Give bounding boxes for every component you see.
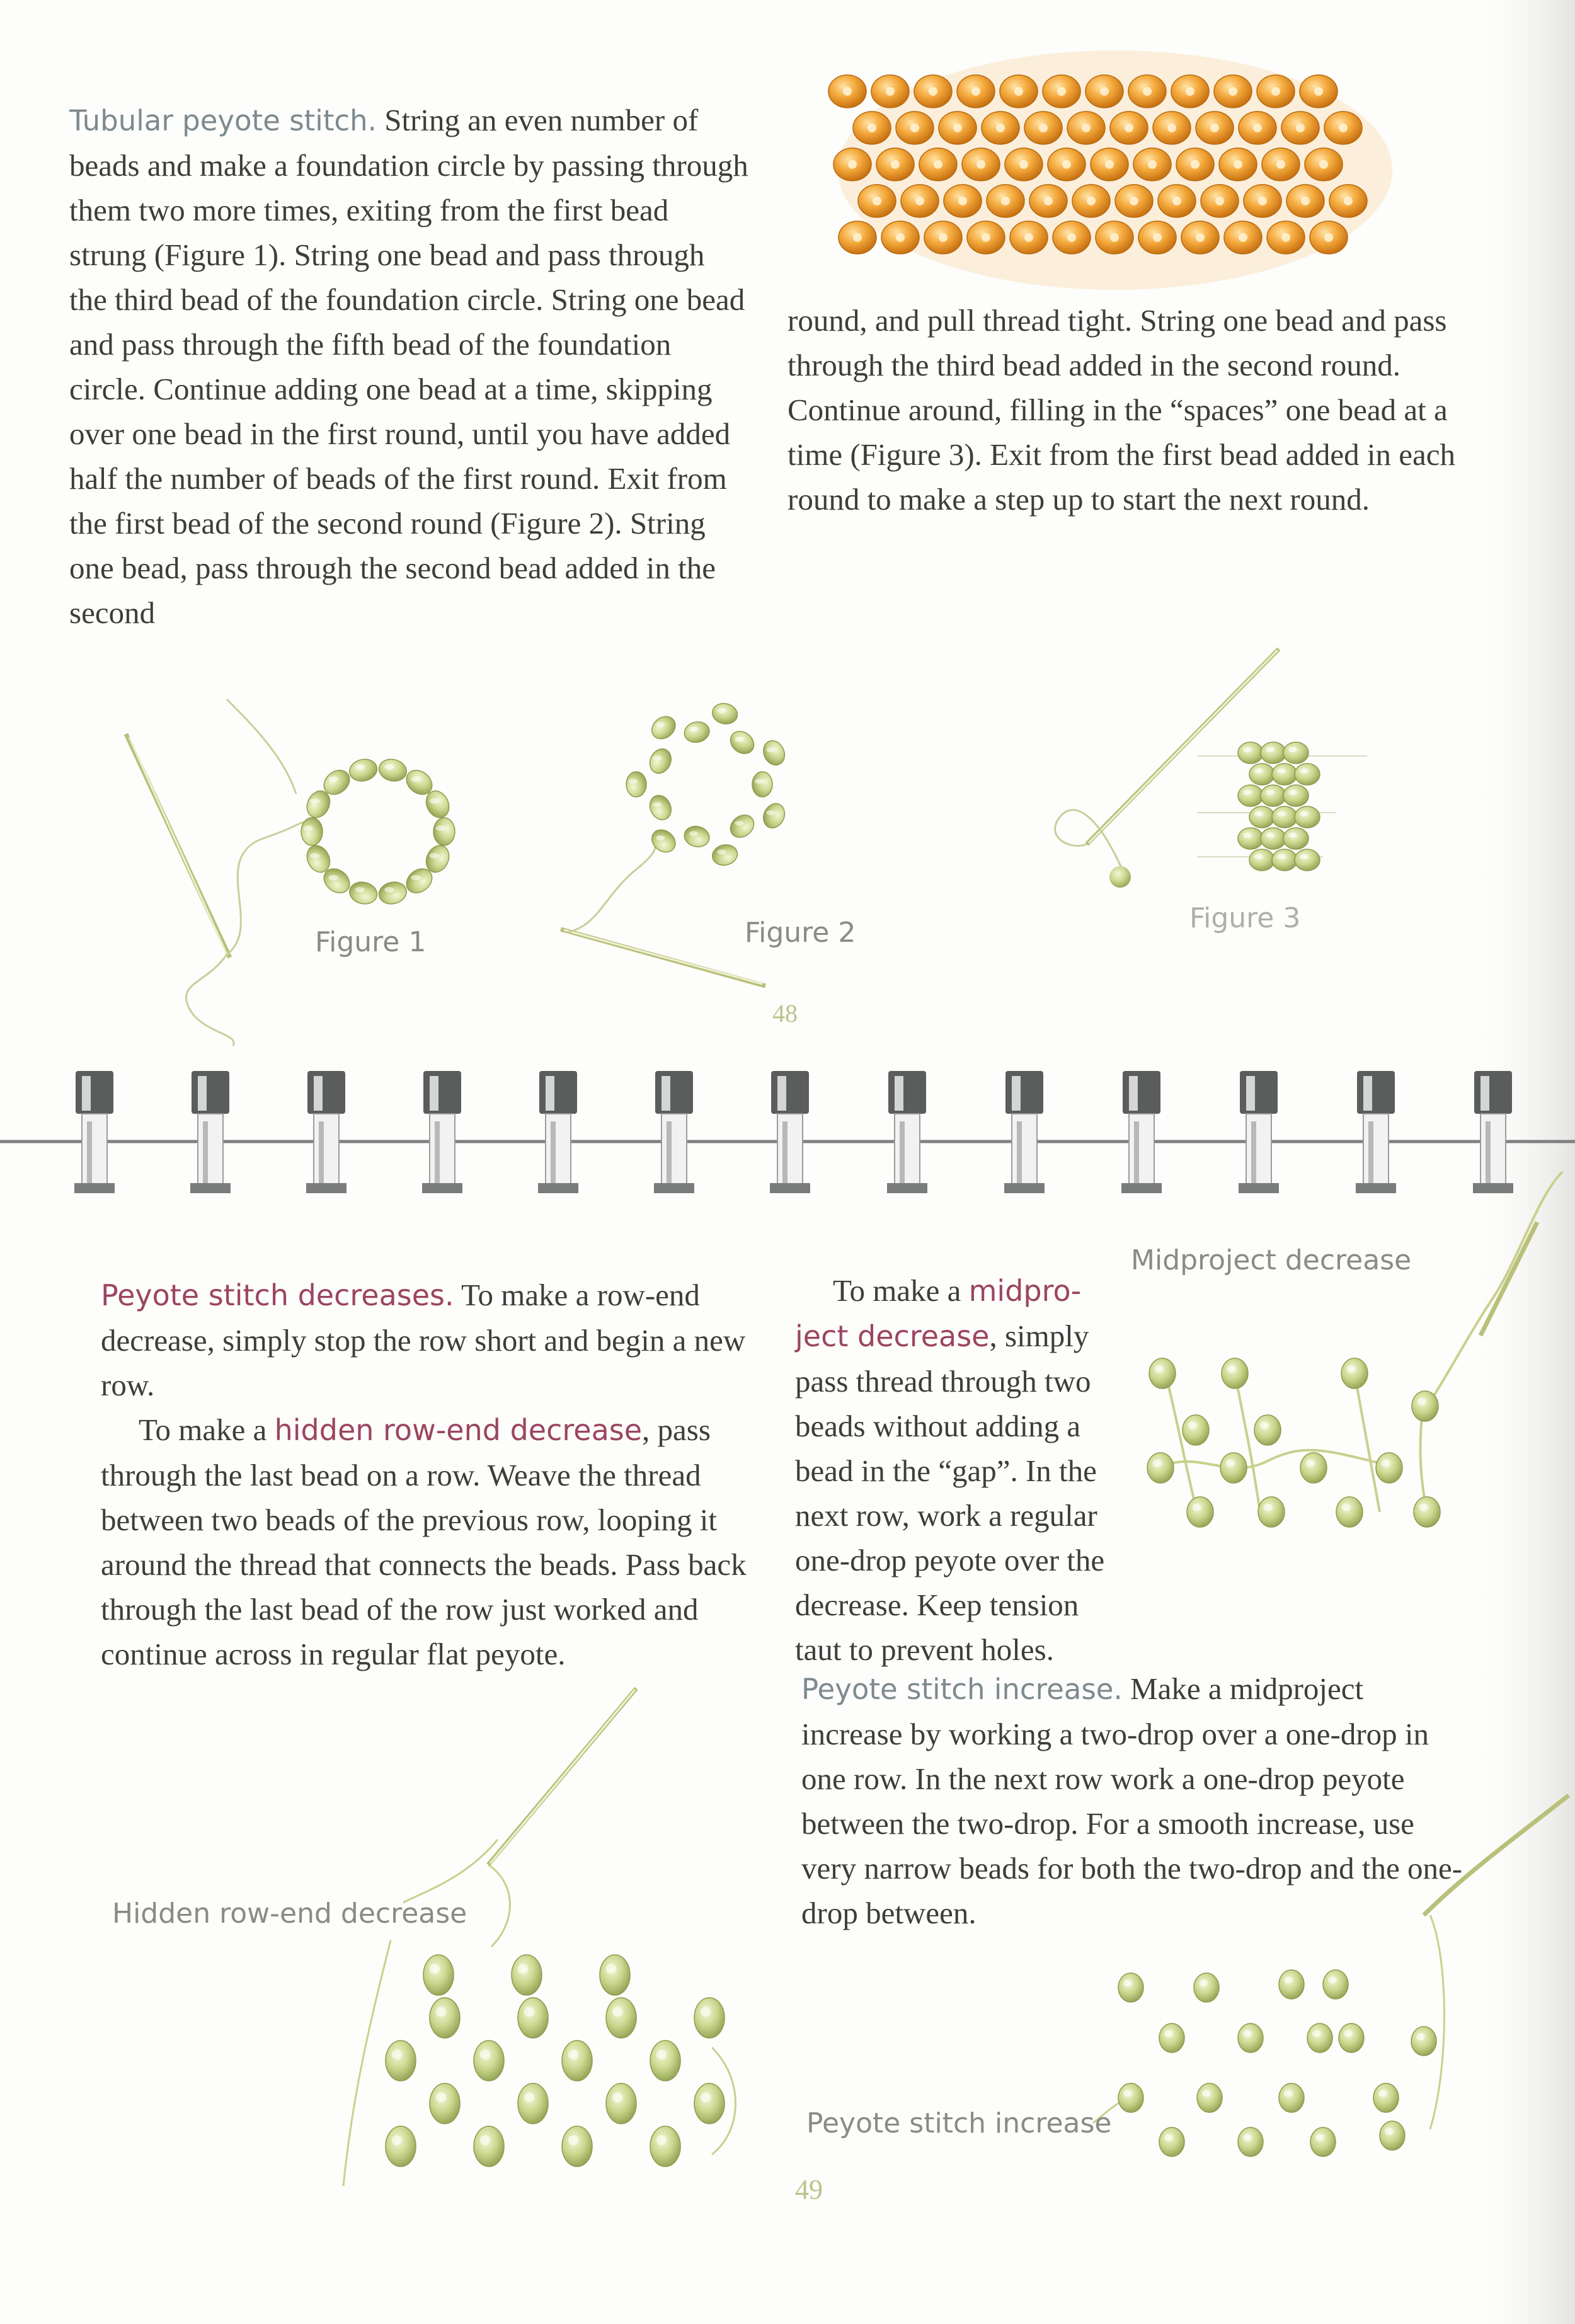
bead: [1238, 742, 1263, 764]
peyote-increase-caption: Peyote stitch increase: [806, 2107, 1112, 2139]
bead: [1222, 1358, 1248, 1388]
midproject-decrease-term: midproject decrease: [795, 1274, 1082, 1353]
bead: [760, 737, 789, 769]
tubular-peyote-photo: [828, 50, 1392, 290]
bead: [1118, 2083, 1143, 2112]
spiral-binding: [0, 1071, 1575, 1193]
midproject-decrease-caption: Midproject decrease: [1131, 1244, 1412, 1276]
binding-coil: [1240, 1071, 1278, 1114]
bead: [377, 879, 408, 907]
figure-1-illustration: [126, 699, 455, 1046]
bead: [1238, 2023, 1263, 2052]
bead: [606, 2083, 636, 2124]
bead: [1376, 1453, 1402, 1483]
bead: [1159, 2127, 1184, 2156]
bead: [433, 818, 455, 845]
bead: [1249, 764, 1274, 785]
bead: [646, 792, 675, 823]
bead: [1295, 764, 1320, 785]
bead: [1341, 1358, 1368, 1388]
bead: [1254, 1415, 1281, 1445]
bead: [1307, 2023, 1332, 2052]
bead: [726, 810, 758, 842]
bead: [646, 745, 675, 777]
decreases-heading: Peyote stitch decreases.: [101, 1278, 454, 1312]
figure-1-caption: Figure 1: [315, 926, 427, 958]
tubular-peyote-heading: Tubular peyote stitch.: [69, 104, 377, 137]
bead: [1414, 1497, 1440, 1527]
figure-2-caption: Figure 2: [745, 917, 856, 949]
bead: [682, 824, 711, 849]
binding-coil: [771, 1071, 809, 1114]
bead: [1295, 806, 1320, 828]
increase-column: [801, 1666, 1469, 1935]
midproject-pre: To make a: [833, 1273, 961, 1308]
bead: [1197, 2083, 1222, 2112]
tubular-peyote-left-column: [69, 98, 750, 635]
bead: [1283, 785, 1309, 806]
tubular-peyote-body-left: String an even number of beads and make a foundation circle by passing through them two more times, exiting from the first bead strung (Figure 1). String one bead and pass through the third bead of the foundation circle. String one bead and pass through the fifth bead of the foundation circle. Continue adding one bead at a time, skipping over one bead in the first round, until you have added half the number of beads of the first round. Exit from the first bead of the second round (Figure 2). String one bead, pass through the second bead added in the second: [69, 103, 748, 630]
bead: [711, 701, 740, 726]
bead: [648, 825, 680, 857]
binding-coil: [307, 1071, 345, 1114]
binding-coil: [1474, 1071, 1512, 1114]
page-number-top: 48: [772, 999, 798, 1027]
bead: [1323, 1970, 1348, 1999]
binding-coil: [423, 1071, 461, 1114]
bead: [562, 2126, 592, 2167]
bead: [1249, 806, 1274, 828]
bead: [711, 842, 740, 867]
bead: [648, 712, 680, 743]
bead: [1295, 849, 1320, 871]
bead: [694, 2083, 724, 2124]
binding-coil: [655, 1071, 693, 1114]
bead: [1279, 1970, 1304, 1999]
bead: [1220, 1453, 1247, 1483]
binding-coil: [1005, 1071, 1043, 1114]
bead: [1149, 1358, 1176, 1388]
bead: [1411, 2027, 1436, 2056]
bead: [474, 2041, 504, 2081]
bead: [1261, 742, 1286, 764]
bead: [1279, 2083, 1304, 2112]
tubular-peyote-right-column: [788, 298, 1468, 522]
bead: [1238, 785, 1263, 806]
figure-3-caption: Figure 3: [1189, 902, 1301, 934]
bead: [1310, 2127, 1336, 2156]
bead: [1261, 785, 1286, 806]
decreases-column: [101, 1273, 769, 1676]
bead: [518, 1998, 548, 2038]
bead: [650, 2041, 680, 2081]
bead: [1380, 2121, 1405, 2150]
bead: [377, 757, 408, 784]
bead: [347, 757, 379, 784]
bead: [430, 2083, 460, 2124]
bead: [474, 2126, 504, 2167]
bead: [1187, 1497, 1213, 1527]
bead: [1194, 1973, 1219, 2002]
bead: [1272, 806, 1297, 828]
midproject-post: , simply pass thread through two beads without adding a bead in the “gap”. In the next row, work a regular one-drop peyote over the decrease. Keep tension taut to prevent holes.: [795, 1319, 1105, 1667]
bead: [1261, 828, 1286, 849]
bead: [1118, 1973, 1143, 2002]
hidden-row-end-decrease-diagram: [343, 1688, 736, 2186]
bead: [1283, 742, 1309, 764]
binding-coil: [192, 1071, 229, 1114]
bead: [760, 800, 789, 832]
bead: [347, 879, 379, 907]
binding-coil: [888, 1071, 926, 1114]
bead: [386, 2041, 416, 2081]
bead: [1272, 849, 1297, 871]
binding-coil: [1123, 1071, 1160, 1114]
increase-body: Make a midproject increase by working a two-drop over a one-drop in one row. In the next row work a one-drop peyote between the two-drop. For a smooth increase, use very narrow beads for both the two-drop and the one-drop between.: [801, 1671, 1463, 1930]
tubular-peyote-body-right: round, and pull thread tight. String one bead and pass through the third bead added in the second round. Continue around, filling in the “spaces” one bead at a time (Figure 3). Exit from the first bead added in each round to make a step up to start the next round.: [788, 303, 1455, 517]
bead: [1183, 1415, 1209, 1445]
increase-heading: Peyote stitch increase.: [801, 1673, 1123, 1706]
bead: [626, 772, 646, 797]
bead: [752, 772, 772, 797]
figure-3-illustration: [1055, 649, 1367, 888]
hidden-row-end-decrease-caption: Hidden row-end decrease: [112, 1898, 467, 1930]
bead: [1373, 2083, 1399, 2112]
bead: [606, 1998, 636, 2038]
bead: [518, 2083, 548, 2124]
bead: [1258, 1497, 1285, 1527]
bead: [600, 1955, 630, 1995]
decreases-paragraph-1: To make a row-end decrease, simply stop the row short and begin a new row.: [101, 1278, 746, 1402]
bead: [1300, 1453, 1327, 1483]
bead: [682, 719, 711, 745]
page-number-bottom: 49: [795, 2174, 823, 2205]
hidden-row-end-decrease-term: hidden row-end decrease: [274, 1413, 643, 1447]
bead: [726, 727, 758, 758]
bead: [1238, 828, 1263, 849]
bead: [1159, 2023, 1184, 2052]
bead: [1249, 849, 1274, 871]
bead: [512, 1955, 542, 1995]
binding-coil: [539, 1071, 577, 1114]
bead: [1339, 2023, 1364, 2052]
midproject-decrease-text: [795, 1268, 1123, 1672]
binding-coil: [76, 1071, 113, 1114]
bead: [1272, 764, 1297, 785]
bead: [430, 1998, 460, 2038]
decreases-p2-pre: To make a: [139, 1412, 267, 1447]
bead: [301, 818, 323, 845]
bead: [562, 2041, 592, 2081]
bead: [1147, 1453, 1174, 1483]
bead: [1336, 1497, 1363, 1527]
bead: [1283, 828, 1309, 849]
bead: [423, 1955, 454, 1995]
bead: [1412, 1391, 1438, 1421]
bead: [650, 2126, 680, 2167]
bead: [1238, 2127, 1263, 2156]
bead: [694, 1998, 724, 2038]
bead: [386, 2126, 416, 2167]
decreases-p2-post: , pass through the last bead on a row. Weave the thread between two beads of the previous row, looping it around the thread that connects the beads. Pass back through the last bead of the row just worked and continue across in regular flat peyote.: [101, 1412, 747, 1671]
binding-coil: [1357, 1071, 1395, 1114]
